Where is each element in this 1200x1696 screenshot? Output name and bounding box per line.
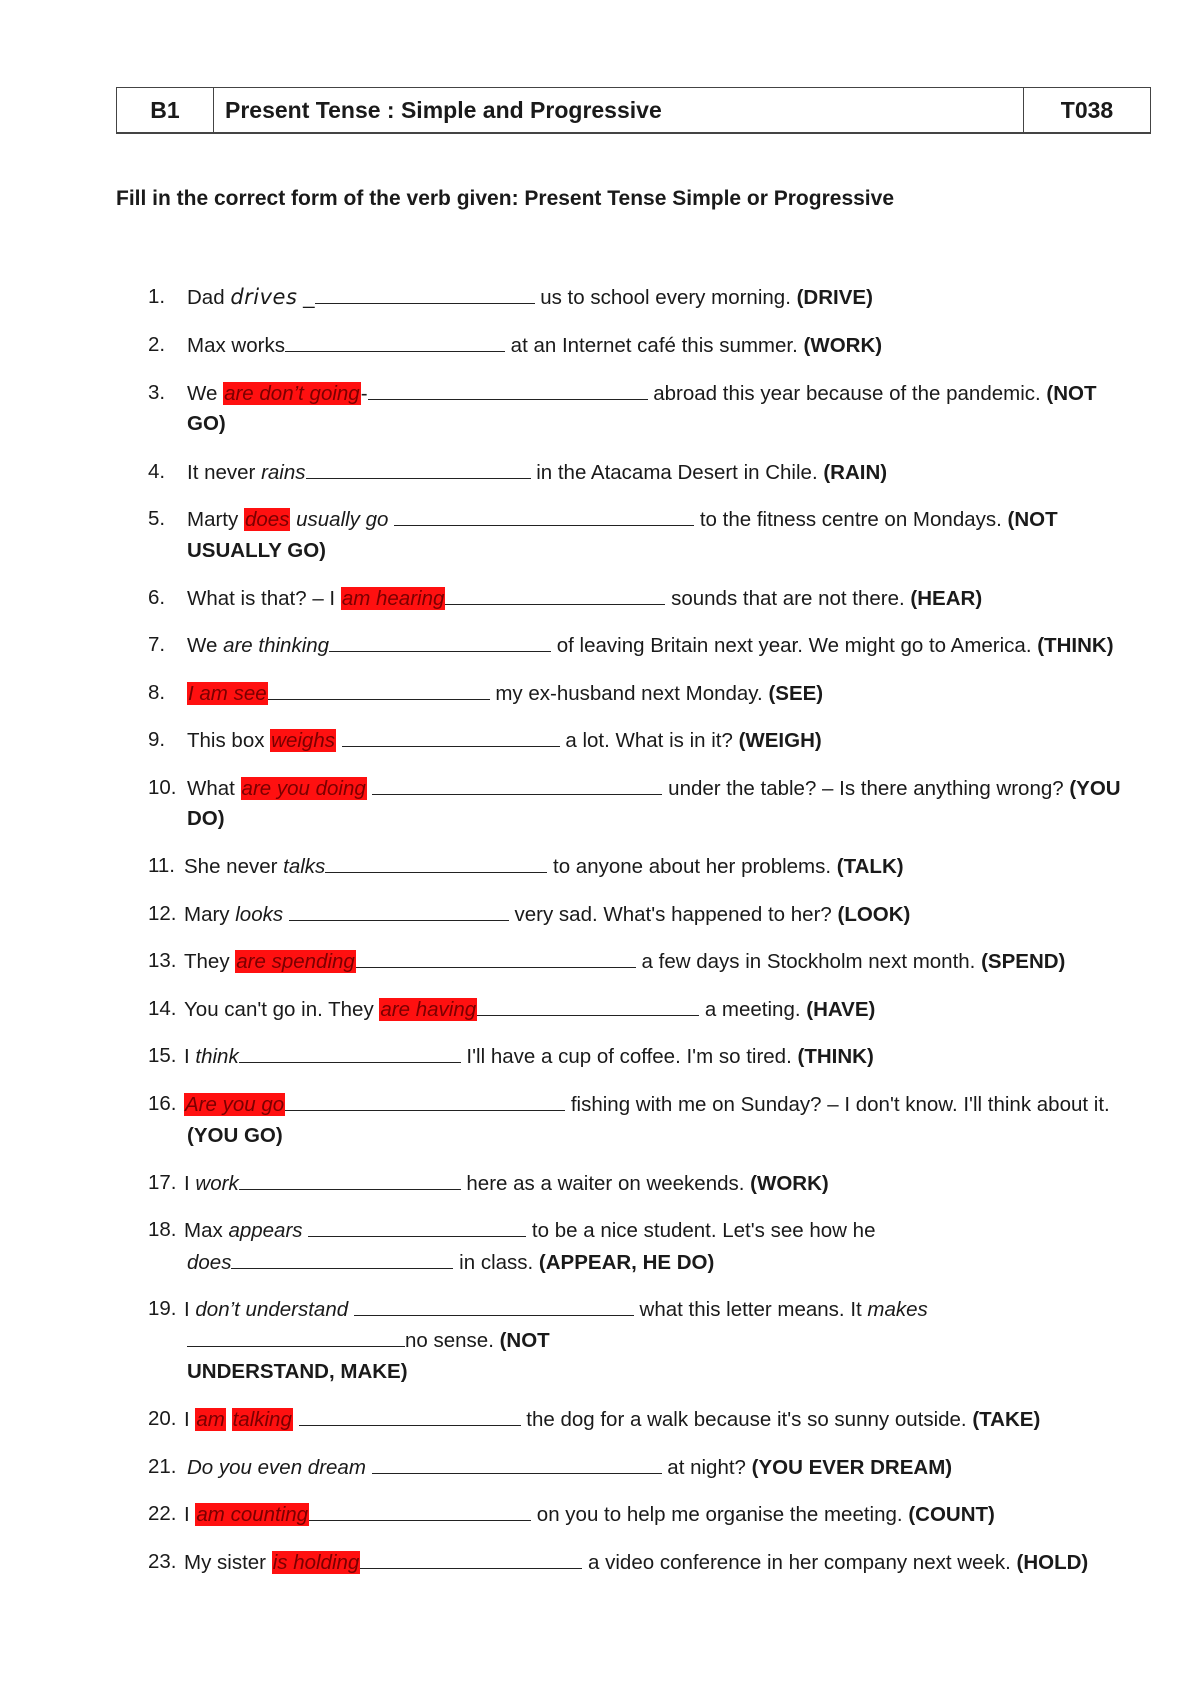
answer-highlight: are don’t going bbox=[224, 382, 360, 405]
exercise-item-12: Mary looks very sad. What's happened to her? (LOOK) bbox=[184, 900, 910, 929]
answer-blank[interactable] bbox=[329, 631, 551, 652]
item-number: 16. bbox=[148, 1092, 177, 1115]
answer-blank[interactable] bbox=[477, 995, 699, 1016]
answer-blank[interactable] bbox=[231, 1248, 453, 1269]
exercise-item-11: She never talks to anyone about her problems. (TALK) bbox=[184, 852, 904, 881]
exercise-item-6: What is that? – I am hearing sounds that are not there. (HEAR) bbox=[187, 584, 982, 613]
item-number: 4. bbox=[148, 460, 166, 483]
title-cell: Present Tense : Simple and Progressive bbox=[214, 88, 1024, 132]
answer-blank[interactable] bbox=[394, 505, 694, 526]
exercise-item-2: Max works at an Internet café this summer. (WORK) bbox=[187, 331, 882, 360]
item-number: 23. bbox=[148, 1550, 177, 1573]
answer: work bbox=[195, 1172, 239, 1195]
exercise-item-9: This box weighs a lot. What is in it? (WEIGH) bbox=[187, 726, 822, 755]
answer-blank[interactable] bbox=[239, 1042, 461, 1063]
exercise-item-18-cont: does in class. (APPEAR, HE DO) bbox=[187, 1248, 714, 1277]
answer-highlight: are spending bbox=[236, 950, 355, 973]
verb-hint: (HAVE) bbox=[806, 998, 876, 1021]
exercise-item-17: I work here as a waiter on weekends. (WORK) bbox=[184, 1169, 829, 1198]
answer-blank[interactable] bbox=[285, 1090, 565, 1111]
verb-hint: (THINK) bbox=[1037, 634, 1114, 657]
item-number: 22. bbox=[148, 1502, 177, 1525]
answer-highlight: am counting bbox=[196, 1503, 309, 1526]
answer-blank[interactable] bbox=[285, 331, 505, 352]
item-number: 1. bbox=[148, 285, 166, 308]
verb-hint: (YOU EVER DREAM) bbox=[751, 1456, 953, 1479]
answer-highlight: weighs bbox=[271, 729, 335, 752]
item-number: 15. bbox=[148, 1044, 177, 1067]
code-cell: T038 bbox=[1060, 96, 1114, 123]
answer: makes bbox=[867, 1298, 928, 1321]
exercise-item-22: I am counting on you to help me organise the meeting. (COUNT) bbox=[184, 1500, 995, 1529]
verb-hint: (HEAR) bbox=[910, 587, 983, 610]
answer: drives bbox=[230, 285, 298, 309]
answer-blank[interactable] bbox=[289, 900, 509, 921]
item-number: 9. bbox=[148, 728, 166, 751]
exercise-item-18: Max appears to be a nice student. Let's see how he bbox=[184, 1216, 875, 1245]
answer: are thinking bbox=[223, 634, 330, 657]
answer: don’t understand bbox=[195, 1298, 349, 1321]
answer: talks bbox=[283, 855, 326, 878]
answer-blank[interactable] bbox=[315, 283, 535, 304]
answer-blank[interactable] bbox=[325, 852, 547, 873]
verb-hint: (NOT bbox=[1007, 508, 1058, 531]
answer-blank[interactable] bbox=[268, 679, 490, 700]
verb-hint: (NOT bbox=[499, 1329, 550, 1352]
item-number: 7. bbox=[148, 633, 166, 656]
answer-highlight: Are you go bbox=[185, 1093, 285, 1116]
answer: think bbox=[195, 1045, 239, 1068]
exercise-item-15: I think I'll have a cup of coffee. I'm so tired. (THINK) bbox=[184, 1042, 874, 1071]
exercise-item-10: What are you doing under the table? – Is there anything wrong? (YOU bbox=[187, 774, 1121, 803]
exercise-item-4: It never rains in the Atacama Desert in Chile. (RAIN) bbox=[187, 458, 887, 487]
answer-highlight: am bbox=[196, 1408, 225, 1431]
verb-hint: (TAKE) bbox=[972, 1408, 1041, 1431]
item-number: 18. bbox=[148, 1218, 177, 1241]
answer: looks bbox=[235, 903, 284, 926]
verb-hint-cont: DO) bbox=[187, 807, 225, 830]
verb-hint: (LOOK) bbox=[837, 903, 911, 926]
item-number: 5. bbox=[148, 507, 166, 530]
verb-hint: (APPEAR, HE DO) bbox=[538, 1251, 715, 1274]
level-cell: B1 bbox=[117, 88, 214, 132]
answer-blank[interactable] bbox=[299, 1405, 521, 1426]
item-number: 10. bbox=[148, 776, 177, 799]
verb-hint: (WEIGH) bbox=[738, 729, 822, 752]
verb-hint: (WORK) bbox=[750, 1172, 829, 1195]
exercise-item-1: Dad drives _ us to school every morning. (DRIVE) bbox=[187, 285, 873, 309]
answer-blank[interactable] bbox=[372, 1453, 662, 1474]
exercise-item-14: You can't go in. They are having a meeting. (HAVE) bbox=[184, 995, 875, 1024]
verb-hint: (WORK) bbox=[803, 334, 883, 357]
verb-hint-cont: USUALLY GO) bbox=[187, 539, 326, 562]
item-number: 20. bbox=[148, 1407, 177, 1430]
answer: appears bbox=[228, 1219, 303, 1242]
answer-blank[interactable] bbox=[187, 1326, 405, 1347]
exercise-item-20: I am talking the dog for a walk because it's so sunny outside. (TAKE) bbox=[184, 1405, 1040, 1434]
answer-highlight: talking bbox=[232, 1408, 292, 1431]
exercise-item-7: We are thinking of leaving Britain next year. We might go to America. (THINK) bbox=[187, 631, 1114, 660]
answer-blank[interactable] bbox=[308, 1216, 526, 1237]
exercise-item-13: They are spending a few days in Stockholm next month. (SPEND) bbox=[184, 947, 1065, 976]
answer-blank[interactable] bbox=[368, 379, 648, 400]
item-number: 17. bbox=[148, 1171, 177, 1194]
verb-hint: (SPEND) bbox=[981, 950, 1066, 973]
answer: rains bbox=[261, 461, 306, 484]
verb-hint: (HOLD) bbox=[1016, 1551, 1089, 1574]
verb-hint: (COUNT) bbox=[908, 1503, 995, 1526]
exercise-item-23: My sister is holding a video conference in her company next week. (HOLD) bbox=[184, 1548, 1088, 1577]
answer-blank[interactable] bbox=[372, 774, 662, 795]
item-number: 8. bbox=[148, 681, 166, 704]
exercise-item-19-cont: no sense. (NOT bbox=[187, 1326, 550, 1355]
verb-hint: (TALK) bbox=[836, 855, 904, 878]
verb-hint: (DRIVE) bbox=[796, 286, 873, 309]
answer-highlight: are you doing bbox=[241, 777, 366, 800]
exercise-item-8: I am see my ex-husband next Monday. (SEE) bbox=[187, 679, 823, 708]
exercise-item-21: Do you even dream at night? (YOU EVER DREAM) bbox=[187, 1453, 952, 1482]
verb-hint: (NOT bbox=[1046, 382, 1097, 405]
answer-highlight: is holding bbox=[272, 1551, 360, 1574]
verb-hint-cont: UNDERSTAND, MAKE) bbox=[187, 1360, 408, 1383]
instruction-text: Fill in the correct form of the verb given: Present Tense Simple or Progressive bbox=[116, 187, 894, 210]
item-number: 11. bbox=[148, 854, 175, 877]
answer-highlight: does bbox=[244, 508, 290, 531]
answer-blank[interactable] bbox=[445, 584, 665, 605]
verb-hint: (RAIN) bbox=[823, 461, 888, 484]
item-number: 14. bbox=[148, 997, 177, 1020]
answer-blank[interactable] bbox=[309, 1500, 531, 1521]
answer-blank[interactable] bbox=[239, 1169, 461, 1190]
exercise-item-5: Marty does usually go to the fitness centre on Mondays. (NOT bbox=[187, 505, 1058, 534]
verb-hint: (YOU bbox=[1069, 777, 1121, 800]
exercise-item-19: I don’t understand what this letter means. It makes bbox=[184, 1295, 928, 1324]
verb-hint: (THINK) bbox=[797, 1045, 874, 1068]
answer-blank[interactable] bbox=[360, 1548, 582, 1569]
answer-blank[interactable] bbox=[354, 1295, 634, 1316]
answer-highlight: I am see bbox=[188, 682, 267, 705]
answer-blank[interactable] bbox=[306, 458, 531, 479]
item-number: 21. bbox=[148, 1455, 177, 1478]
answer-highlight: am hearing bbox=[341, 587, 445, 610]
exercise-item-3: We are don’t going- abroad this year because of the pandemic. (NOT bbox=[187, 379, 1097, 408]
header-table bbox=[116, 87, 1151, 134]
item-number: 3. bbox=[148, 381, 166, 404]
item-number: 2. bbox=[148, 333, 166, 356]
exercise-item-16: Are you go fishing with me on Sunday? – I don't know. I'll think about it. bbox=[184, 1090, 1110, 1119]
verb-hint: (SEE) bbox=[768, 682, 824, 705]
answer: does bbox=[187, 1251, 232, 1274]
answer-highlight: are having bbox=[380, 998, 477, 1021]
answer-blank[interactable] bbox=[342, 726, 560, 747]
verb-hint-cont: GO) bbox=[187, 412, 226, 435]
item-number: 6. bbox=[148, 586, 166, 609]
item-number: 12. bbox=[148, 902, 177, 925]
answer-blank[interactable] bbox=[356, 947, 636, 968]
item-number: 13. bbox=[148, 949, 177, 972]
item-number: 19. bbox=[148, 1297, 177, 1320]
answer: Do you even dream bbox=[187, 1456, 366, 1479]
verb-hint-cont: (YOU GO) bbox=[187, 1124, 283, 1147]
